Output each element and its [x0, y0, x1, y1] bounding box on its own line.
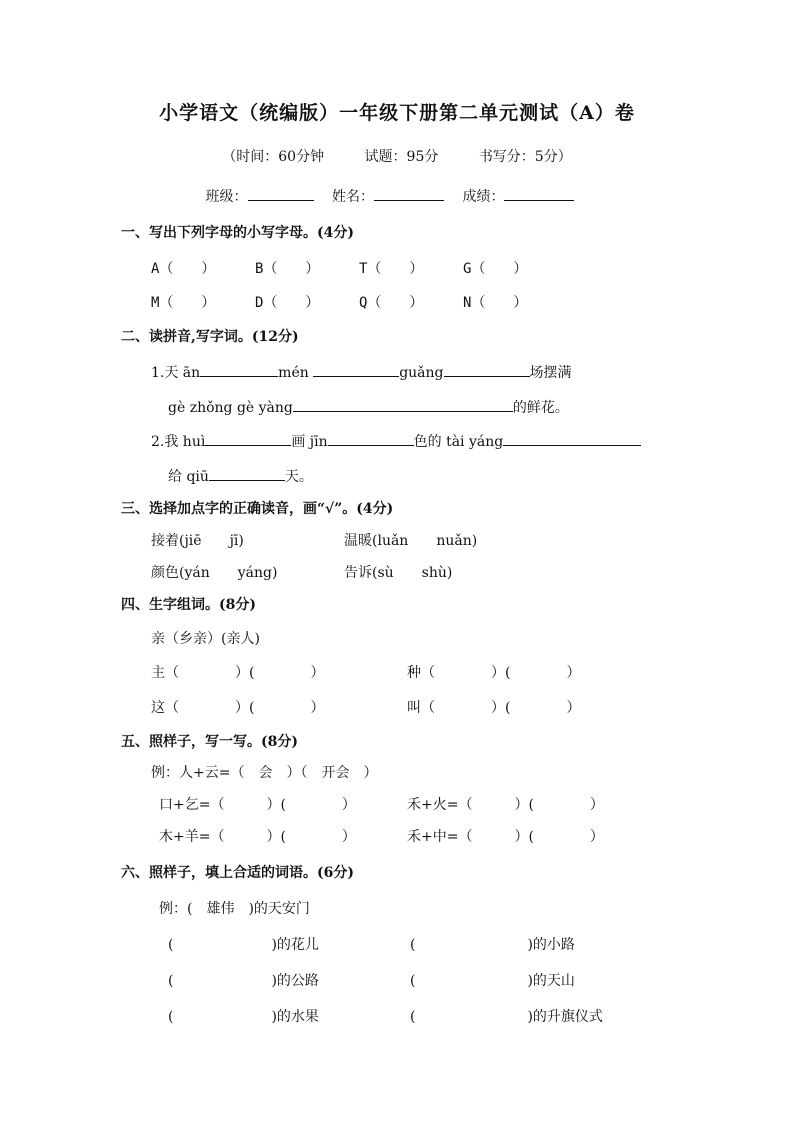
s2-q1a-guang: guǎng	[399, 365, 444, 381]
section-2-heading: 二、读拼音,写字词。(12分)	[121, 329, 299, 345]
s6-shuiguo[interactable]: ( )的水果	[168, 1009, 319, 1025]
s1-g: G（ ）	[463, 261, 528, 277]
section-5-heading: 五、照样子，写一写。(8分)	[121, 734, 298, 750]
s1-n: N（ ）	[463, 295, 528, 311]
s4-jiao[interactable]: 叫（ ）( ）	[407, 700, 581, 716]
s3-yanse[interactable]: 颜色(yán yáng)	[151, 565, 278, 581]
s1-t: T（ ）	[359, 261, 424, 277]
s4-zhe[interactable]: 这（ ）( ）	[151, 700, 325, 716]
s2-blank-gezhong[interactable]	[293, 397, 513, 412]
s6-huaer[interactable]: ( )的花儿	[168, 937, 319, 953]
s2-q2-line-a	[151, 431, 641, 451]
s2-q2a-se: 色的 tài yáng	[413, 434, 504, 450]
exam-writing-score: 书写分：5分）	[478, 149, 572, 165]
name-field[interactable]	[374, 200, 444, 201]
class-field[interactable]	[248, 200, 314, 201]
s6-tianshan[interactable]: ( )的天山	[410, 973, 575, 989]
s2-q2-line-b	[168, 466, 313, 486]
exam-meta	[0, 146, 794, 166]
s4-example: 亲（乡亲）(亲人)	[151, 631, 260, 647]
s1-a: A（ ）	[151, 261, 216, 277]
grade-field[interactable]	[504, 200, 574, 201]
s2-blank-an[interactable]	[200, 362, 278, 377]
s4-zhu[interactable]: 主（ ）( ）	[151, 665, 325, 681]
s2-q1a-suffix: 场摆满	[529, 365, 572, 381]
s1-m: M（ ）	[151, 295, 216, 311]
section-4-heading: 四、生字组词。(8分)	[121, 597, 256, 613]
exam-score: 试题：95分	[364, 149, 439, 165]
section-1-heading: 一、写出下列字母的小写字母。(4分)	[121, 225, 354, 241]
s2-blank-jin[interactable]	[328, 431, 414, 446]
s6-xiaolu[interactable]: ( )的小路	[410, 937, 575, 953]
s2-blank-guang[interactable]	[444, 362, 530, 377]
s2-q2b-prefix: 给 qiū	[168, 469, 209, 485]
s2-q1a-men: mén	[278, 365, 309, 381]
s1-q: Q（ ）	[359, 295, 424, 311]
s2-q1-line-a	[151, 362, 572, 382]
s1-d: D（ ）	[255, 295, 320, 311]
s5-he-huo[interactable]: 禾+火=（ ）( ）	[407, 797, 604, 813]
s4-zhong[interactable]: 种（ ）( ）	[407, 665, 581, 681]
s6-example: 例：( 雄伟 )的天安门	[159, 901, 310, 917]
s5-example: 例：人+云=（ 会 ）（ 开会 ）	[151, 765, 378, 781]
class-label: 班级：	[205, 189, 248, 205]
s6-gonglu[interactable]: ( )的公路	[168, 973, 319, 989]
s3-gaosu[interactable]: 告诉(sù shù)	[344, 565, 453, 581]
grade-label: 成绩：	[462, 189, 505, 205]
page-title: 小学语文（统编版）一年级下册第二单元测试（A）卷	[159, 102, 635, 124]
s2-q2a-hua: 画 jīn	[291, 434, 328, 450]
section-3-heading: 三、选择加点字的正确读音，画“√”。(4分)	[121, 501, 394, 517]
student-info	[0, 186, 794, 206]
s5-mu-yang[interactable]: 木+羊=（ ）( ）	[159, 829, 356, 845]
s2-blank-taiyang[interactable]	[503, 431, 641, 446]
s6-shengqi[interactable]: ( )的升旗仪式	[410, 1009, 603, 1025]
s2-q1-line-b	[168, 397, 569, 417]
s2-blank-qiu[interactable]	[209, 466, 285, 481]
exam-time: （时间：60分钟	[222, 149, 325, 165]
s2-blank-men[interactable]	[313, 362, 399, 377]
section-6-heading: 六、照样子，填上合适的词语。(6分)	[121, 865, 354, 881]
s2-q1b-suffix: 的鲜花。	[512, 400, 569, 416]
s2-q1b-prefix: gè zhǒng gè yàng	[168, 400, 293, 416]
s2-blank-hui[interactable]	[205, 431, 291, 446]
s5-he-zhong[interactable]: 禾+中=（ ）( ）	[407, 829, 604, 845]
s3-wennuan[interactable]: 温暖(luǎn nuǎn)	[344, 533, 478, 549]
name-label: 姓名：	[332, 189, 374, 205]
s2-q2a-prefix: 2.我 huì	[151, 434, 206, 450]
s2-q2b-suffix: 天。	[284, 469, 313, 485]
s2-q1a-prefix: 1.天 ān	[151, 365, 201, 381]
s3-jiezhe[interactable]: 接着(jiē jī)	[151, 533, 244, 549]
s1-b: B（ ）	[255, 261, 320, 277]
s5-kou-qi[interactable]: 口+乞=（ ）( ）	[159, 797, 356, 813]
